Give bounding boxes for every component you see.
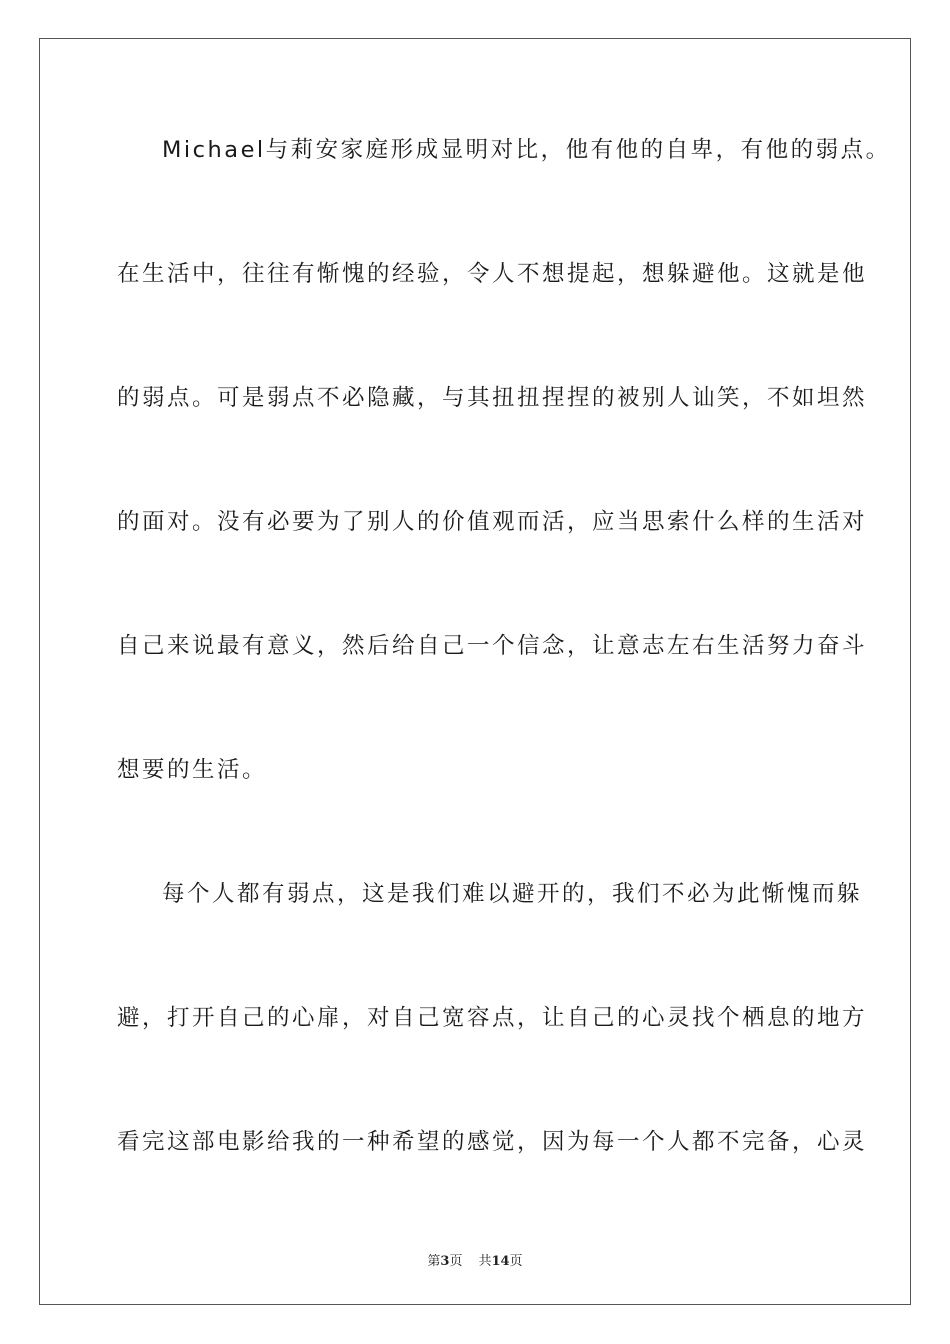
- page-border: [39, 38, 911, 1305]
- page-footer: [0, 1250, 950, 1269]
- total-suffix: 页: [509, 1254, 523, 1269]
- page-prefix: 第: [427, 1254, 441, 1269]
- paragraph-2-line-3: 看完这部电影给我的一种希望的感觉，因为每一个人都不完备，心灵: [117, 1129, 868, 1155]
- page-suffix: 页: [449, 1254, 463, 1269]
- page-current: 3: [440, 1254, 450, 1269]
- paragraph-1-line-6: 想要的生活。: [117, 757, 268, 783]
- paragraph-1-line-2: 在生活中，往往有惭愧的经验，令人不想提起，想躲避他。这就是他: [117, 261, 868, 287]
- paragraph-1-line-1: Michael与莉安家庭形成显明对比，他有他的自卑，有他的弱点。: [162, 137, 891, 163]
- paragraph-2-line-1: 每个人都有弱点，这是我们难以避开的，我们不必为此惭愧而躲: [162, 881, 863, 907]
- paragraph-1-line-4: 的面对。没有必要为了别人的价值观而活，应当思索什么样的生活对: [117, 509, 868, 535]
- page-total: 14: [491, 1254, 510, 1269]
- paragraph-2-line-2: 避，打开自己的心扉，对自己宽容点，让自己的心灵找个栖息的地方: [117, 1005, 868, 1031]
- paragraph-1-line-5: 自己来说最有意义，然后给自己一个信念，让意志左右生活努力奋斗: [117, 633, 868, 659]
- total-prefix: 共: [478, 1254, 492, 1269]
- paragraph-1-line-3: 的弱点。可是弱点不必隐藏，与其扭扭捏捏的被别人讪笑，不如坦然: [117, 385, 868, 411]
